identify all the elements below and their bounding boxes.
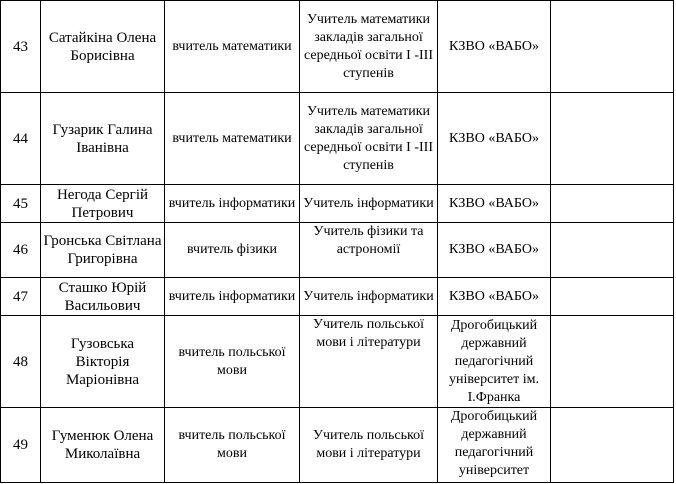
- teacher-name: Сташко Юрій Васильович: [41, 278, 165, 316]
- teacher-name: Негода Сергій Петрович: [41, 185, 165, 223]
- row-number: 49: [1, 408, 41, 483]
- teacher-institution: КЗВО «ВАБО»: [438, 1, 551, 93]
- teacher-name: Гузовська Вікторія Маріонівна: [41, 316, 165, 408]
- teacher-name: Гузарик Галина Іванівна: [41, 93, 165, 185]
- teacher-position: вчитель математики: [165, 1, 300, 93]
- teacher-specialty: Учитель математики закладів загальної середньої освіти І -ІІІ ступенів: [300, 1, 438, 93]
- empty-cell: [551, 93, 674, 185]
- teacher-position: вчитель польської мови: [165, 408, 300, 483]
- teacher-position: вчитель польської мови: [165, 316, 300, 408]
- empty-cell: [551, 1, 674, 93]
- empty-cell: [551, 316, 674, 408]
- row-number: 44: [1, 93, 41, 185]
- teacher-specialty: Учитель інформатики: [300, 185, 438, 223]
- row-number: 45: [1, 185, 41, 223]
- teacher-name: Гронська Світлана Григорівна: [41, 223, 165, 278]
- teacher-specialty: Учитель математики закладів загальної середньої освіти І -ІІІ ступенів: [300, 93, 438, 185]
- teacher-position: вчитель фізики: [165, 223, 300, 278]
- row-number: 47: [1, 278, 41, 316]
- empty-cell: [551, 185, 674, 223]
- teacher-specialty: Учитель польської мови і літератури: [300, 316, 438, 408]
- teacher-institution: Дрогобицький державний педагогічний університет ім. І.Франка: [438, 316, 551, 408]
- teacher-specialty: Учитель інформатики: [300, 278, 438, 316]
- teacher-institution: Дрогобицький державний педагогічний університет: [438, 408, 551, 483]
- teacher-institution: КЗВО «ВАБО»: [438, 93, 551, 185]
- empty-cell: [551, 223, 674, 278]
- table-row: [1, 93, 674, 185]
- table-row: [1, 408, 674, 483]
- teacher-position: вчитель інформатики: [165, 278, 300, 316]
- table-row: [1, 316, 674, 408]
- table-row: [1, 185, 674, 223]
- table-row: [1, 1, 674, 93]
- teacher-specialty: Учитель польської мови і літератури: [300, 408, 438, 483]
- row-number: 46: [1, 223, 41, 278]
- table-row: [1, 223, 674, 278]
- empty-cell: [551, 278, 674, 316]
- teacher-position: вчитель інформатики: [165, 185, 300, 223]
- empty-cell: [551, 408, 674, 483]
- teacher-institution: КЗВО «ВАБО»: [438, 185, 551, 223]
- table-row: [1, 278, 674, 316]
- teacher-name: Гуменюк Олена Миколаївна: [41, 408, 165, 483]
- row-number: 43: [1, 1, 41, 93]
- teacher-institution: КЗВО «ВАБО»: [438, 278, 551, 316]
- teacher-specialty: Учитель фізики та астрономії: [300, 223, 438, 278]
- row-number: 48: [1, 316, 41, 408]
- teacher-position: вчитель математики: [165, 93, 300, 185]
- teacher-institution: КЗВО «ВАБО»: [438, 223, 551, 278]
- teacher-name: Сатайкіна Олена Борисівна: [41, 1, 165, 93]
